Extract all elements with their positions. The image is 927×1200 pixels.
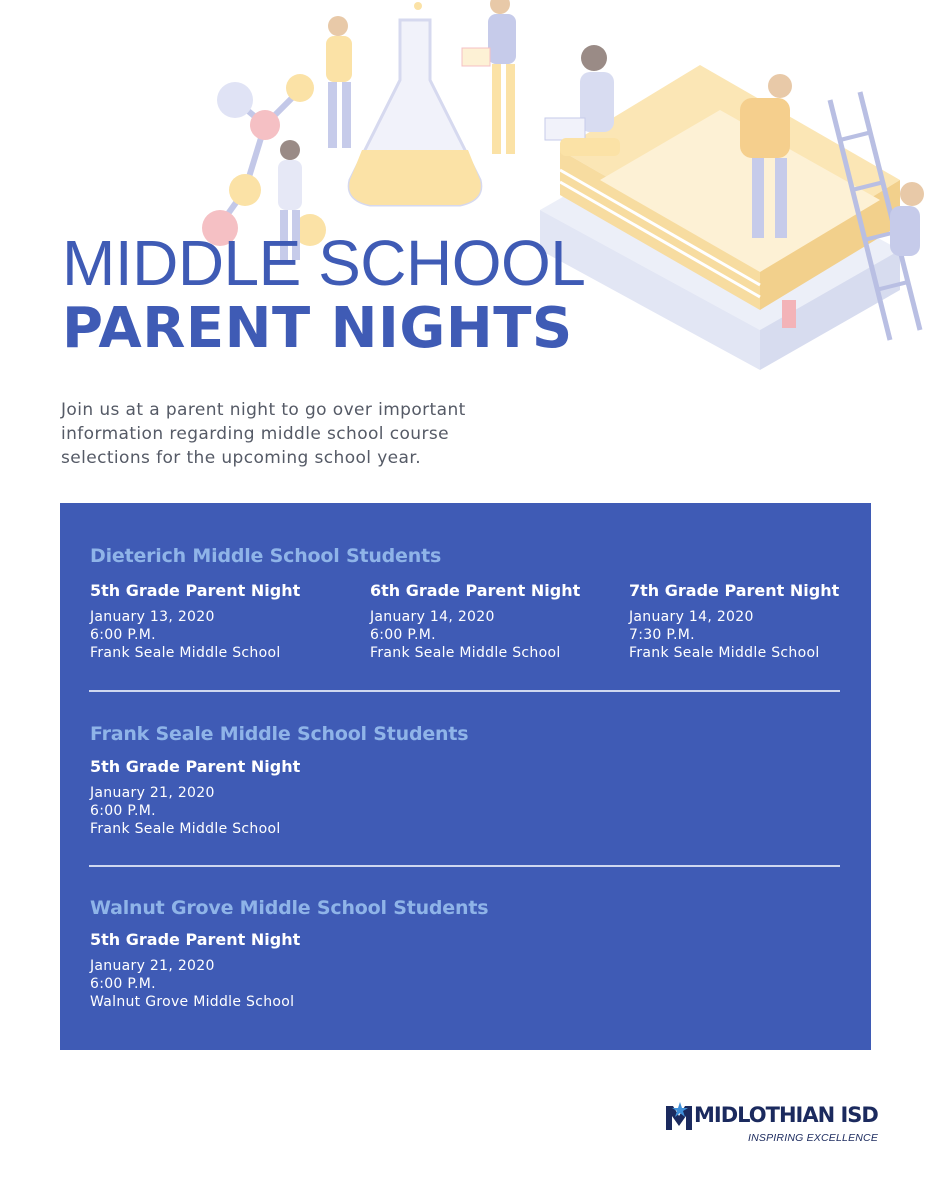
- event-time: 6:00 P.M.: [90, 627, 156, 643]
- event-dieterich-7th: [629, 581, 839, 662]
- page-title-line2: PARENT NIGHTS: [62, 296, 573, 361]
- event-frank-seale-5th: [90, 757, 300, 838]
- event-title: 5th Grade Parent Night: [90, 930, 301, 949]
- event-date: January 13, 2020: [90, 609, 215, 625]
- intro-line: Join us at a parent night to go over important: [61, 400, 466, 420]
- intro-line: information regarding middle school course: [61, 424, 449, 444]
- logo-name: MIDLOTHIAN ISD: [694, 1103, 878, 1127]
- midlothian-isd-logo: [664, 1102, 879, 1146]
- event-title: 6th Grade Parent Night: [370, 581, 581, 600]
- midlothian-star-logo-icon: [664, 1102, 698, 1132]
- event-location: Frank Seale Middle School: [629, 645, 820, 661]
- event-time: 6:00 P.M.: [90, 976, 156, 992]
- page-title-line1: MIDDLE SCHOOL: [62, 227, 586, 299]
- event-time: 6:00 P.M.: [90, 803, 156, 819]
- school-heading-walnut-grove: Walnut Grove Middle School Students: [90, 897, 489, 919]
- event-date: January 14, 2020: [370, 609, 495, 625]
- logo-tagline: INSPIRING EXCELLENCE: [748, 1132, 879, 1144]
- section-divider: [89, 865, 840, 867]
- event-location: Frank Seale Middle School: [90, 645, 281, 661]
- event-dieterich-5th: [90, 581, 300, 662]
- event-location: Walnut Grove Middle School: [90, 994, 295, 1010]
- event-date: January 14, 2020: [629, 609, 754, 625]
- school-heading-dieterich: Dieterich Middle School Students: [90, 545, 442, 567]
- event-location: Frank Seale Middle School: [90, 821, 281, 837]
- event-location: Frank Seale Middle School: [370, 645, 561, 661]
- event-walnut-grove-5th: [90, 930, 300, 1011]
- event-dieterich-6th: [370, 581, 580, 662]
- event-date: January 21, 2020: [90, 785, 215, 801]
- intro-text: [61, 398, 561, 470]
- event-time: 6:00 P.M.: [370, 627, 436, 643]
- event-title: 5th Grade Parent Night: [90, 581, 301, 600]
- intro-line: selections for the upcoming school year.: [61, 448, 421, 468]
- event-time: 7:30 P.M.: [629, 627, 695, 643]
- event-title: 7th Grade Parent Night: [629, 581, 840, 600]
- school-heading-frank-seale: Frank Seale Middle School Students: [90, 723, 469, 745]
- schedule-panel: [60, 503, 871, 1050]
- event-title: 5th Grade Parent Night: [90, 757, 301, 776]
- event-date: January 21, 2020: [90, 958, 215, 974]
- section-divider: [89, 690, 840, 692]
